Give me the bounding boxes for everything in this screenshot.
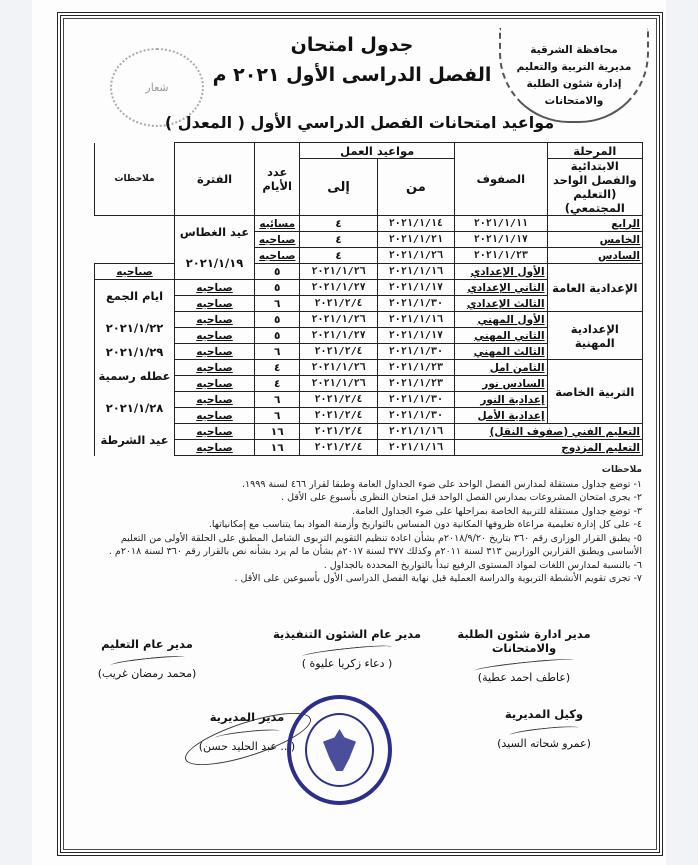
title-block: [212, 28, 492, 86]
from-date-cell: ٢٠٢١/١/١١: [455, 216, 548, 232]
period-cell: صباحيه: [255, 248, 300, 264]
signature-name: (... عبد الحليد حسن): [198, 740, 296, 753]
from-date-cell: ٢٠٢١/١/٢٣: [377, 360, 454, 376]
period-cell: صباحيه: [175, 328, 255, 344]
to-date-cell: ٢٠٢١/١/٢٧: [300, 328, 377, 344]
from-date-cell: ٢٠٢١/١/١٦: [377, 424, 454, 440]
document-header: [62, 18, 657, 138]
class-cell: التعليم الفني (صفوف النقل): [455, 424, 643, 440]
side-note-cell: ٢٠٢١/١/١٩: [175, 248, 255, 280]
logo-caption: شعار: [145, 81, 169, 94]
handwritten-signature: [474, 721, 614, 737]
note-item: ٧- تجرى تقويم الأنشطة التربوية والدراسة العملية قبل نهاية الفصل الدراسى الأول بأسبوعين على الأقل .: [234, 573, 642, 584]
stage-cell: التربية الخاصة: [547, 360, 642, 424]
from-date-cell: ٢٠٢١/١/١٦: [377, 264, 454, 280]
period-cell: صباحيه: [175, 312, 255, 328]
days-count-cell: ٦: [255, 408, 300, 424]
days-count-cell: ٥: [255, 312, 300, 328]
days-count-cell: ٥: [255, 328, 300, 344]
to-date-cell: ٢٠٢١/١/١٤: [377, 216, 454, 232]
class-cell: السادس نور: [455, 376, 548, 392]
note-item: ١- توضع جداول مستقلة لمدارس الفصل الواحد على ضوء الجداول العامة وطبقا لقرار ٤٦٦ لسنة ١٩٩٩.: [241, 478, 642, 490]
class-cell: الثاني المهني: [455, 328, 548, 344]
from-date-cell: ٢٠٢١/١/١٦: [377, 312, 454, 328]
table-row: [95, 440, 643, 456]
note-item: ٤- على كل إدارة تعليمية مراعاة ظروفها المكانية دون المساس بالتواريخ وأزمنة المواد بما يتناسب مع إمكانياتها.: [208, 519, 642, 530]
stage-cell: الإعدادية المهنية: [547, 312, 642, 360]
header-days: عدد الأيام: [255, 143, 300, 216]
class-cell: إعدادية الأمل: [455, 408, 548, 424]
side-note-cell: ايام الجمع: [95, 280, 175, 312]
signature-name: (عاطف احمد عطية): [477, 671, 571, 684]
header-schedule: مواعيد العمل: [300, 143, 455, 159]
period-cell: صباحيه: [175, 344, 255, 360]
from-date-cell: ٢٠٢١/١/٣٠: [377, 344, 454, 360]
from-date-cell: ٢٠٢١/١/٣٠: [377, 408, 454, 424]
days-count-cell: ٤: [300, 248, 377, 264]
class-cell: الثالث الإعدادي: [455, 296, 548, 312]
days-count-cell: ٦: [255, 392, 300, 408]
period-cell: صباحيه: [175, 296, 255, 312]
note-item: ٥- يطبق القرار الوزارى رقم ٣٦٠ بتاريخ ٢٠١٨/٩/٢٠م بشأن اعادة تنظيم التقويم التربوى الشامل المطبق على الحلقة الأولى من التعليم الأساسى ويطبق القرارين الوزاريين ٣١٣ لسنة ٢٠١١م وكذلك ٣٧٧ لسنة ٢٠١٧م بشأن ما لم يرد بشأنه نص بالقرار رقم ٣٦٠ لسنة ٢٠١٨م .: [108, 532, 642, 557]
period-cell: صباحيه: [175, 408, 255, 424]
handwritten-signature: [424, 655, 624, 671]
class-cell: الخامس: [547, 232, 642, 248]
signature-education-director: [72, 637, 222, 680]
class-cell: الثاني الإعدادي: [455, 280, 548, 296]
to-date-cell: ٢٠٢١/٢/٤: [300, 344, 377, 360]
from-date-cell: ٢٠٢١/١/١٦: [377, 440, 454, 456]
stage-cell: الإعدادية العامة: [547, 264, 642, 312]
table-row: [95, 248, 643, 264]
days-count-cell: ٤: [255, 376, 300, 392]
eagle-emblem-icon: [323, 729, 356, 771]
signature-title: مدير المديرية: [209, 710, 285, 724]
table-row: [95, 360, 643, 376]
note-item: ٣- توضع جداول مستقلة للتربية الخاصة بمراحلها على ضوء الجداول العامة.: [352, 505, 642, 517]
note-item: ٢- يجرى امتحان المشروعات بمدارس الفصل الواحد قبل امتحان النظرى بأسبوع على الأقل .: [281, 492, 642, 503]
from-date-cell: ٢٠٢١/١/٣٠: [377, 392, 454, 408]
class-cell: الأول المهني: [455, 312, 548, 328]
header-to: إلى: [300, 159, 377, 216]
period-cell: صباحيه: [255, 232, 300, 248]
table-row: [95, 424, 643, 440]
days-count-cell: ٤: [300, 232, 377, 248]
to-date-cell: ٢٠٢١/١/٢٦: [300, 360, 377, 376]
period-cell: صباحيه: [175, 360, 255, 376]
days-count-cell: ٥: [255, 264, 300, 280]
signature-students-affairs: [424, 627, 624, 684]
side-note-cell: عيد الشرطة: [95, 424, 175, 456]
document-sheet: [32, 0, 666, 865]
document-title: جدول امتحان: [290, 34, 414, 56]
handwritten-signature: [257, 641, 437, 657]
from-date-cell: ٢٠٢١/١/٢٣: [377, 376, 454, 392]
signature-name: ( دعاء زكريا عليوة ): [301, 657, 393, 670]
to-date-cell: ٢٠٢١/٢/٤: [300, 392, 377, 408]
table-row: [95, 312, 643, 328]
class-cell: الأول الإعدادي: [455, 264, 548, 280]
to-date-cell: ٢٠٢١/٢/٤: [300, 408, 377, 424]
period-cell: مسائيه: [255, 216, 300, 232]
signature-title: مدير ادارة شئون الطلبة والامتحانات: [457, 627, 591, 655]
days-count-cell: ٦: [255, 344, 300, 360]
handwritten-signature: [72, 651, 222, 667]
signature-executive-affairs: [257, 627, 437, 670]
period-cell: صباحيه: [175, 392, 255, 408]
term-title: الفصل الدراسى الأول ٢٠٢١ م: [212, 64, 492, 86]
to-date-cell: ٢٠٢١/١/٢٦: [300, 264, 377, 280]
to-date-cell: ٢٠٢١/١/٢٦: [300, 376, 377, 392]
signature-title: مدير عام الشئون التنفيذية: [272, 627, 422, 641]
side-note-cell: عيد الغطاس: [175, 216, 255, 248]
from-date-cell: ٢٠٢١/١/١٧: [455, 232, 548, 248]
class-cell: إعدادية النور: [455, 392, 548, 408]
days-count-cell: ٦: [255, 296, 300, 312]
authority-line: إدارة شئون الطلبة والامتحانات: [526, 78, 622, 107]
period-cell: صباحيه: [175, 424, 255, 440]
to-date-cell: ٢٠٢١/٢/٤: [300, 424, 377, 440]
period-cell: صباحيه: [175, 376, 255, 392]
to-date-cell: ٢٠٢١/١/٢١: [377, 232, 454, 248]
class-cell: الثالث المهني: [455, 344, 548, 360]
days-count-cell: ٥: [255, 280, 300, 296]
side-note-cell: ٢٠٢١/١/٢٢: [95, 312, 175, 344]
class-cell: التعليم المزدوج: [455, 440, 643, 456]
to-date-cell: ٢٠٢١/٢/٤: [300, 440, 377, 456]
exam-schedule-table: [94, 142, 643, 456]
side-note-cell: ٢٠٢١/١/٢٩: [95, 344, 175, 360]
days-count-cell: ١٦: [255, 424, 300, 440]
notes-heading: ملاحظات: [601, 465, 642, 475]
side-note-cell: عطله رسمية: [95, 360, 175, 392]
authority-line: محافظة الشرقية: [530, 44, 618, 56]
signature-name: (عمرو شحاته السيد): [497, 737, 591, 750]
from-date-cell: ٢٠٢١/١/١٧: [377, 280, 454, 296]
days-count-cell: ٤: [255, 360, 300, 376]
side-note-cell: ٢٠٢١/١/٢٨: [95, 392, 175, 424]
period-cell: صباحيه: [175, 280, 255, 296]
signature-name: (محمد رمضان غريب): [97, 667, 197, 680]
page-subtitle: مواعيد امتحانات الفصل الدراسي الأول ( المعدل ): [164, 113, 555, 132]
signature-title: وكيل المديرية: [504, 707, 584, 721]
from-date-cell: ٢٠٢١/١/١٧: [377, 328, 454, 344]
signature-title: مدير عام التعليم: [101, 637, 193, 651]
signature-deputy: [474, 707, 614, 750]
header-period: الفترة: [175, 143, 255, 216]
to-date-cell: ٢٠٢١/٢/٤: [300, 296, 377, 312]
to-date-cell: ٢٠٢١/١/٢٦: [300, 312, 377, 328]
header-classes: الصفوف: [455, 143, 548, 216]
from-date-cell: ٢٠٢١/١/٣٠: [377, 296, 454, 312]
official-stamp: [287, 695, 392, 805]
header-stage: المرحلة: [547, 143, 642, 159]
period-cell: صباحيه: [175, 440, 255, 456]
note-item: ٦- بالنسبة لمدارس اللغات لمواد المستوى الرفيع تبدأ بالتواريخ المحددة بالجداول .: [323, 559, 642, 571]
table-row: [95, 216, 643, 232]
stage-cell: الابتدائية والفصل الواحد (التعليم المجتمعي): [547, 159, 642, 216]
header-from: من: [377, 159, 454, 216]
notes-section: [102, 464, 642, 586]
authority-line: مديرية التربية والتعليم: [516, 61, 632, 73]
to-date-cell: ٢٠٢١/١/٢٦: [377, 248, 454, 264]
authority-emblem: [499, 28, 649, 123]
class-cell: الثامن امل: [455, 360, 548, 376]
class-cell: الرابع: [547, 216, 642, 232]
from-date-cell: ٢٠٢١/١/٢٣: [455, 248, 548, 264]
to-date-cell: ٢٠٢١/١/٢٧: [300, 280, 377, 296]
days-count-cell: ٤: [300, 216, 377, 232]
days-count-cell: ١٦: [255, 440, 300, 456]
header-notes: ملاحظات: [95, 143, 175, 216]
period-cell: صباحيه: [95, 264, 175, 280]
class-cell: السادس: [547, 248, 642, 264]
